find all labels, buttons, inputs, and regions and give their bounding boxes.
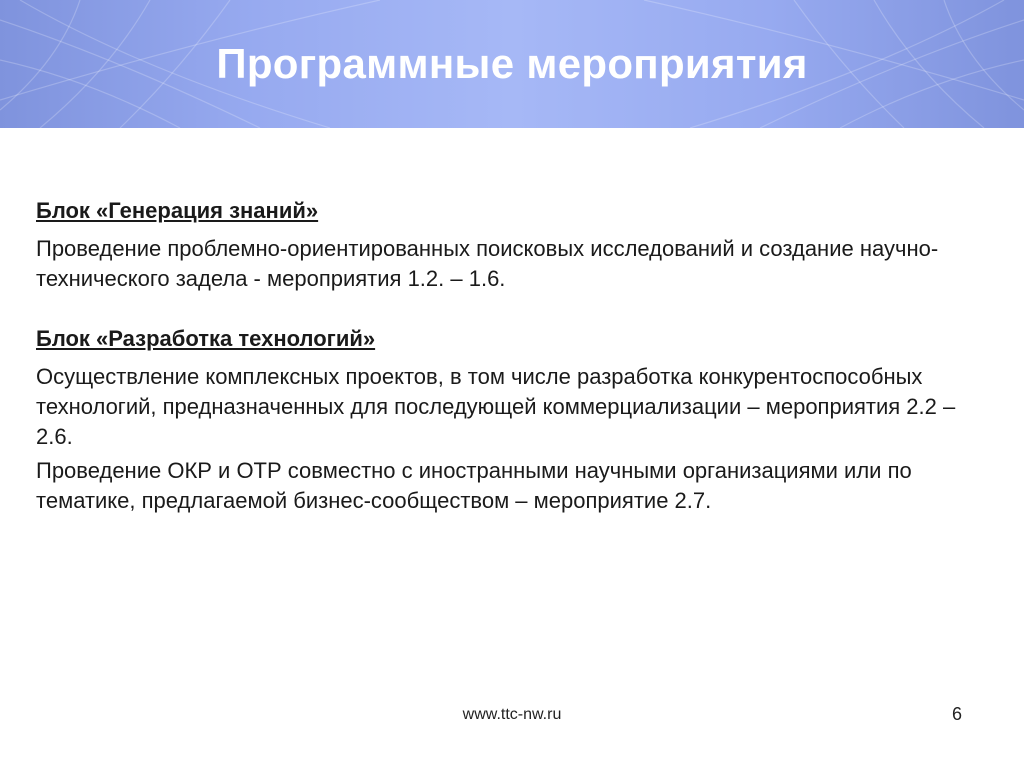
header-banner [0,0,1024,128]
slide-title: Программные мероприятия [216,40,808,87]
block-technology-development [36,324,996,516]
content-area [36,196,996,516]
block-heading: Блок «Разработка технологий» [36,326,376,351]
footer-url: www.ttc-nw.ru [462,706,562,723]
block-paragraph: Осуществление комплексных проектов, в том числе разработка конкурентоспособных технологий, предназначенных для последующей коммерциализации – мероприятия 2.2 – 2.6. [36,364,956,449]
block-knowledge-generation [36,196,996,294]
block-paragraph: Проведение проблемно-ориентированных поисковых исследований и создание научно-технического задела - мероприятия 1.2. – 1.6. [36,236,939,291]
block-heading: Блок «Генерация знаний» [36,198,319,223]
block-paragraph: Проведение ОКР и ОТР совместно с иностранными научными организациями или по тематике, предлагаемой бизнес-сообществом – мероприятие 2.7. [36,458,912,513]
page-number: 6 [951,704,962,724]
